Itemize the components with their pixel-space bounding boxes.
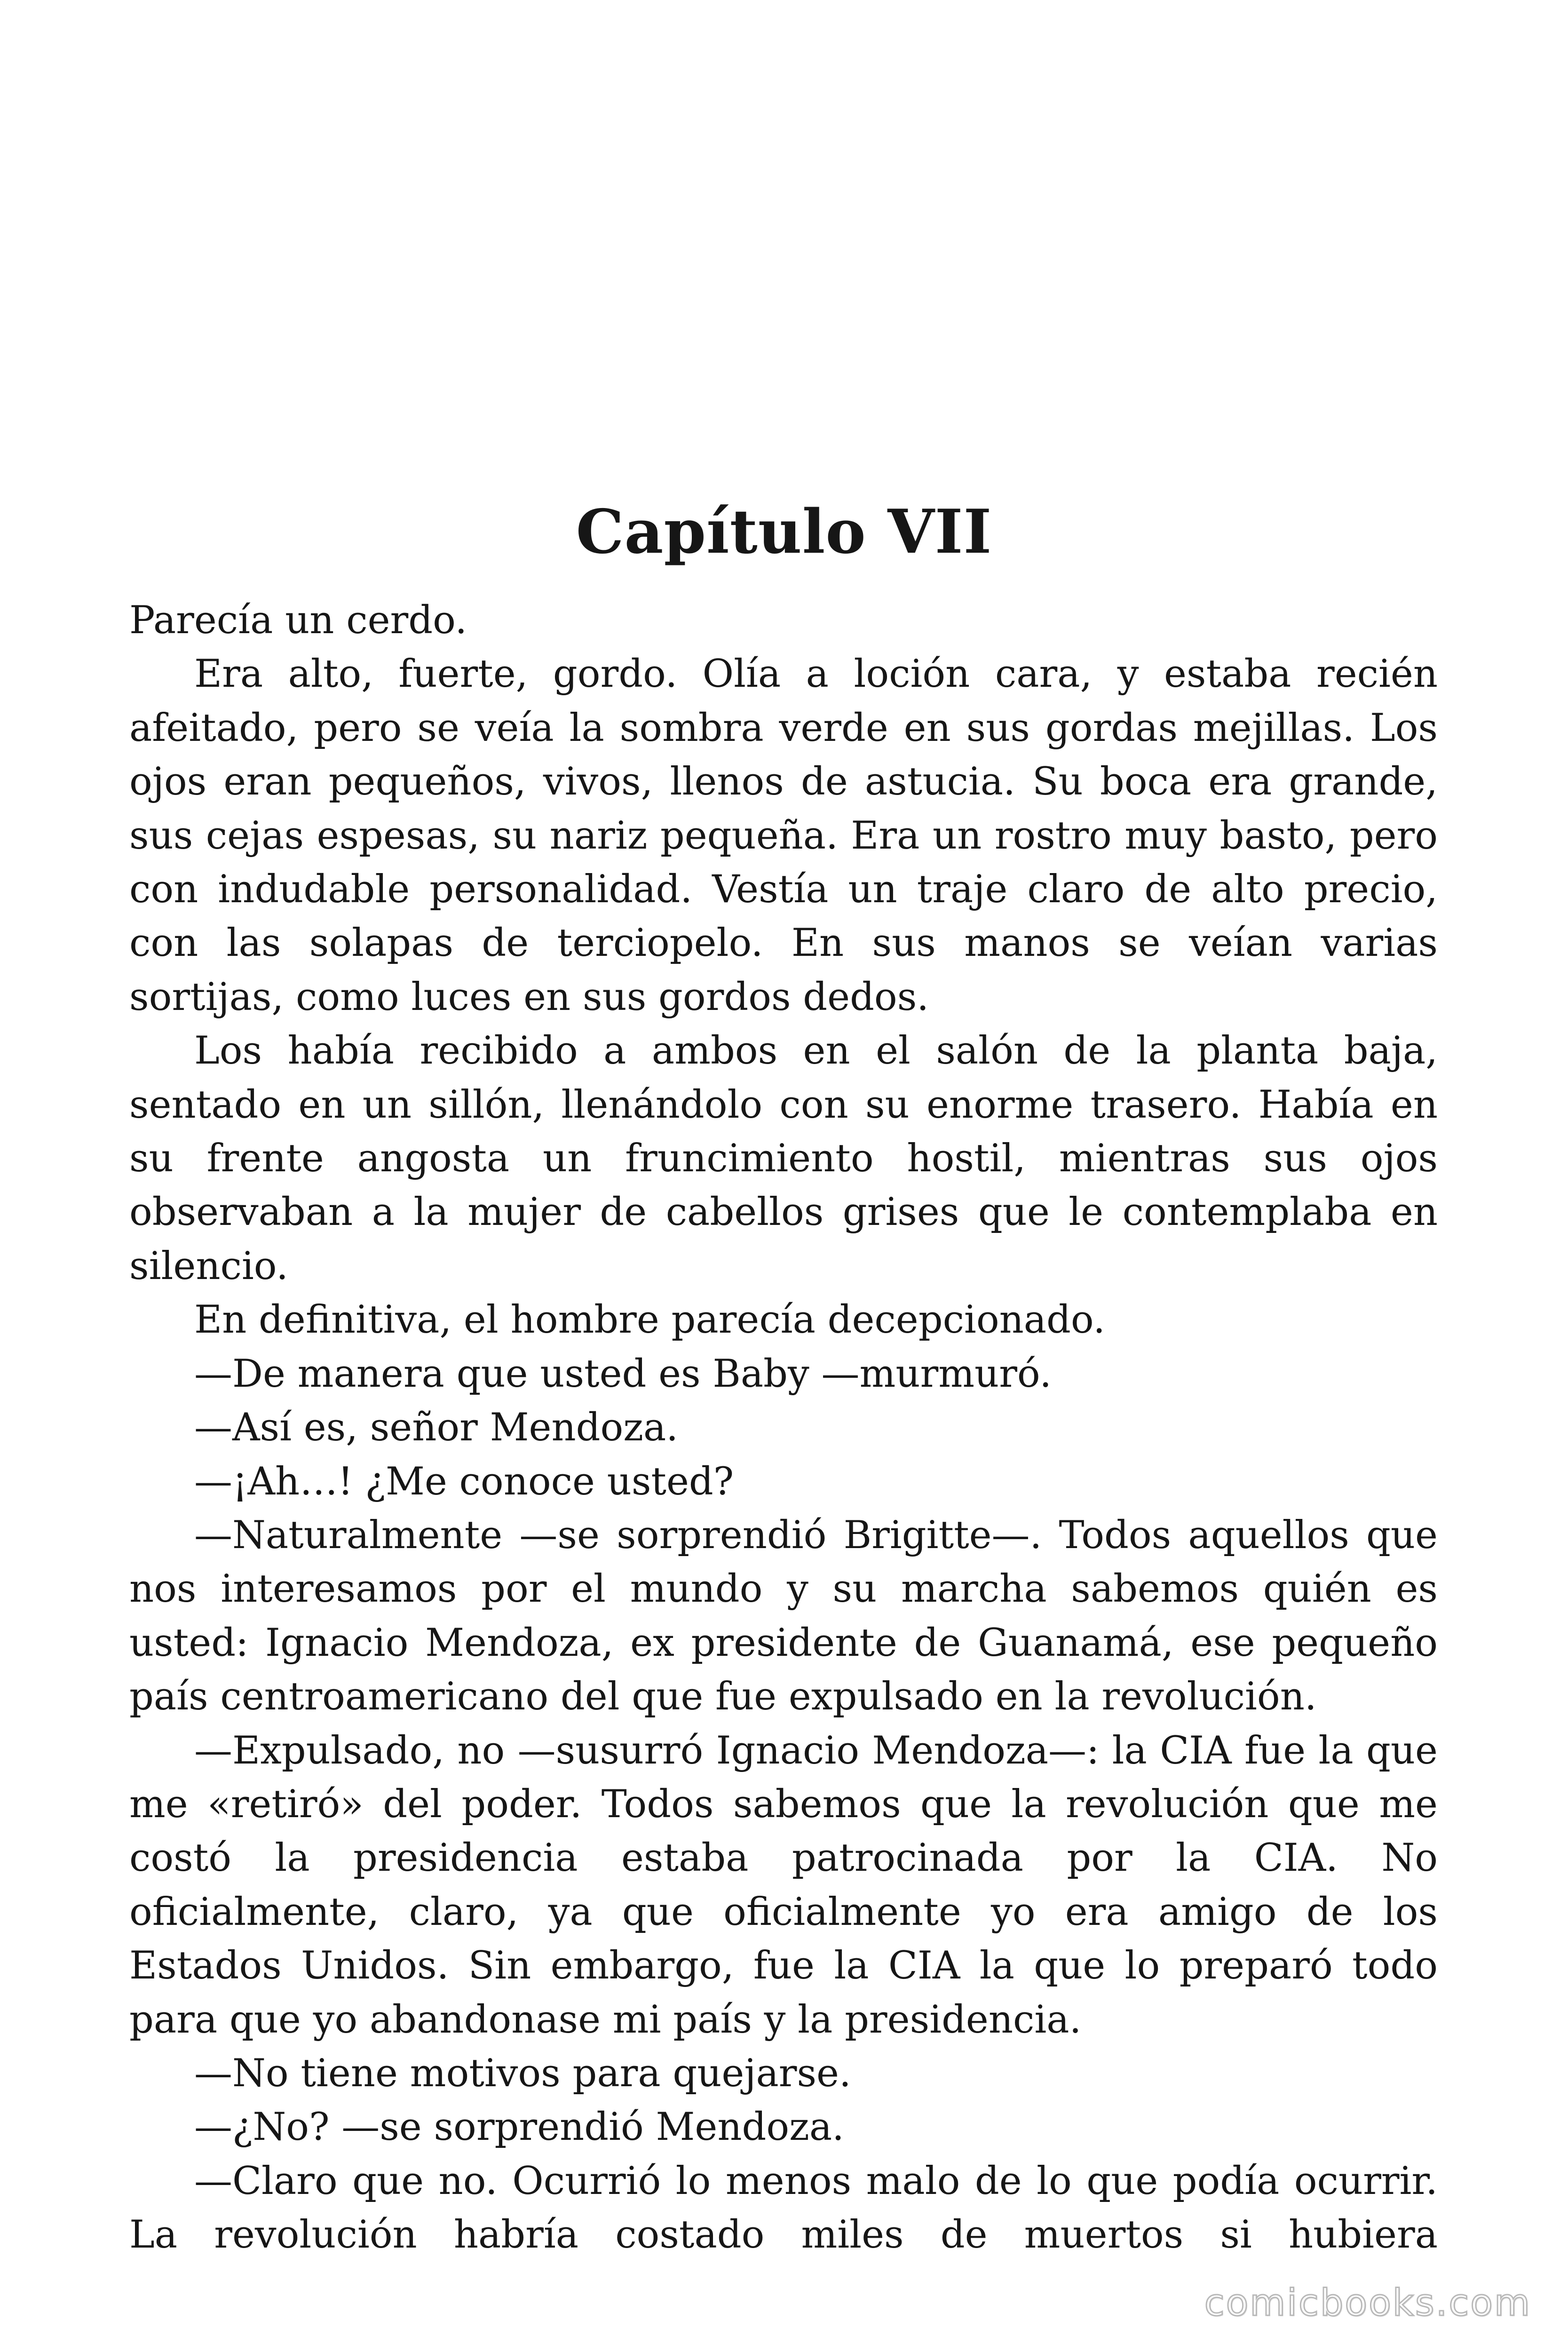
dialogue-line: —¡Ah…! ¿Me conoce usted?	[194, 1459, 734, 1504]
chapter-body	[129, 594, 1438, 2262]
paragraph: Parecía un cerdo.	[129, 598, 467, 643]
dialogue-line: —Expulsado, no —susurró Ignacio Mendoza—: la CIA fue la que me «retiró» del poder. Todos sabemos que la revolución que me costó la presidencia estaba patrocinada por la CIA. No oficialmente, claro, ya que oficialmente yo era amigo de los Estados Unidos. Sin embargo, fue la CIA la que lo preparó todo para que yo abandonase mi país y la presidencia.	[129, 1728, 1438, 2042]
paragraph: En definitiva, el hombre parecía decepcionado.	[194, 1298, 1105, 1343]
dialogue-line: —Claro que no. Ocurrió lo menos malo de lo que podía ocurrir. La revolución habría costado miles de muertos si hubiera	[129, 2159, 1438, 2257]
paragraph: Los había recibido a ambos en el salón de la planta baja, sentado en un sillón, llenándolo con su enorme trasero. Había en su frente angosta un fruncimiento hostil, mientras sus ojos observaban a la mujer de cabellos grises que le contemplaba en silencio.	[129, 1029, 1438, 1288]
watermark: comicbooks.com	[1204, 2282, 1531, 2324]
dialogue-line: —Naturalmente —se sorprendió Brigitte—. Todos aquellos que nos interesamos por el mundo y su marcha sabemos quién es usted: Ignacio Mendoza, ex presidente de Guanamá, ese pequeño país centroamericano del que fue expulsado en la revolución.	[129, 1513, 1438, 1719]
paragraph: Era alto, fuerte, gordo. Olía a loción cara, y estaba recién afeitado, pero se veía la sombra verde en sus gordas mejillas. Los ojos eran pequeños, vivos, llenos de astucia. Su boca era grande, sus cejas espesas, su nariz pequeña. Era un rostro muy basto, pero con indudable personalidad. Vestía un traje claro de alto precio, con las solapas de terciopelo. En sus manos se veían varias sortijas, como luces en sus gordos dedos.	[129, 652, 1438, 1019]
dialogue-line: —De manera que usted es Baby —murmuró.	[194, 1351, 1052, 1396]
dialogue-line: —No tiene motivos para quejarse.	[194, 2051, 851, 2096]
dialogue-line: —¿No? —se sorprendió Mendoza.	[194, 2105, 844, 2150]
chapter-title: Capítulo VII	[576, 496, 992, 567]
dialogue-line: —Así es, señor Mendoza.	[194, 1406, 678, 1450]
